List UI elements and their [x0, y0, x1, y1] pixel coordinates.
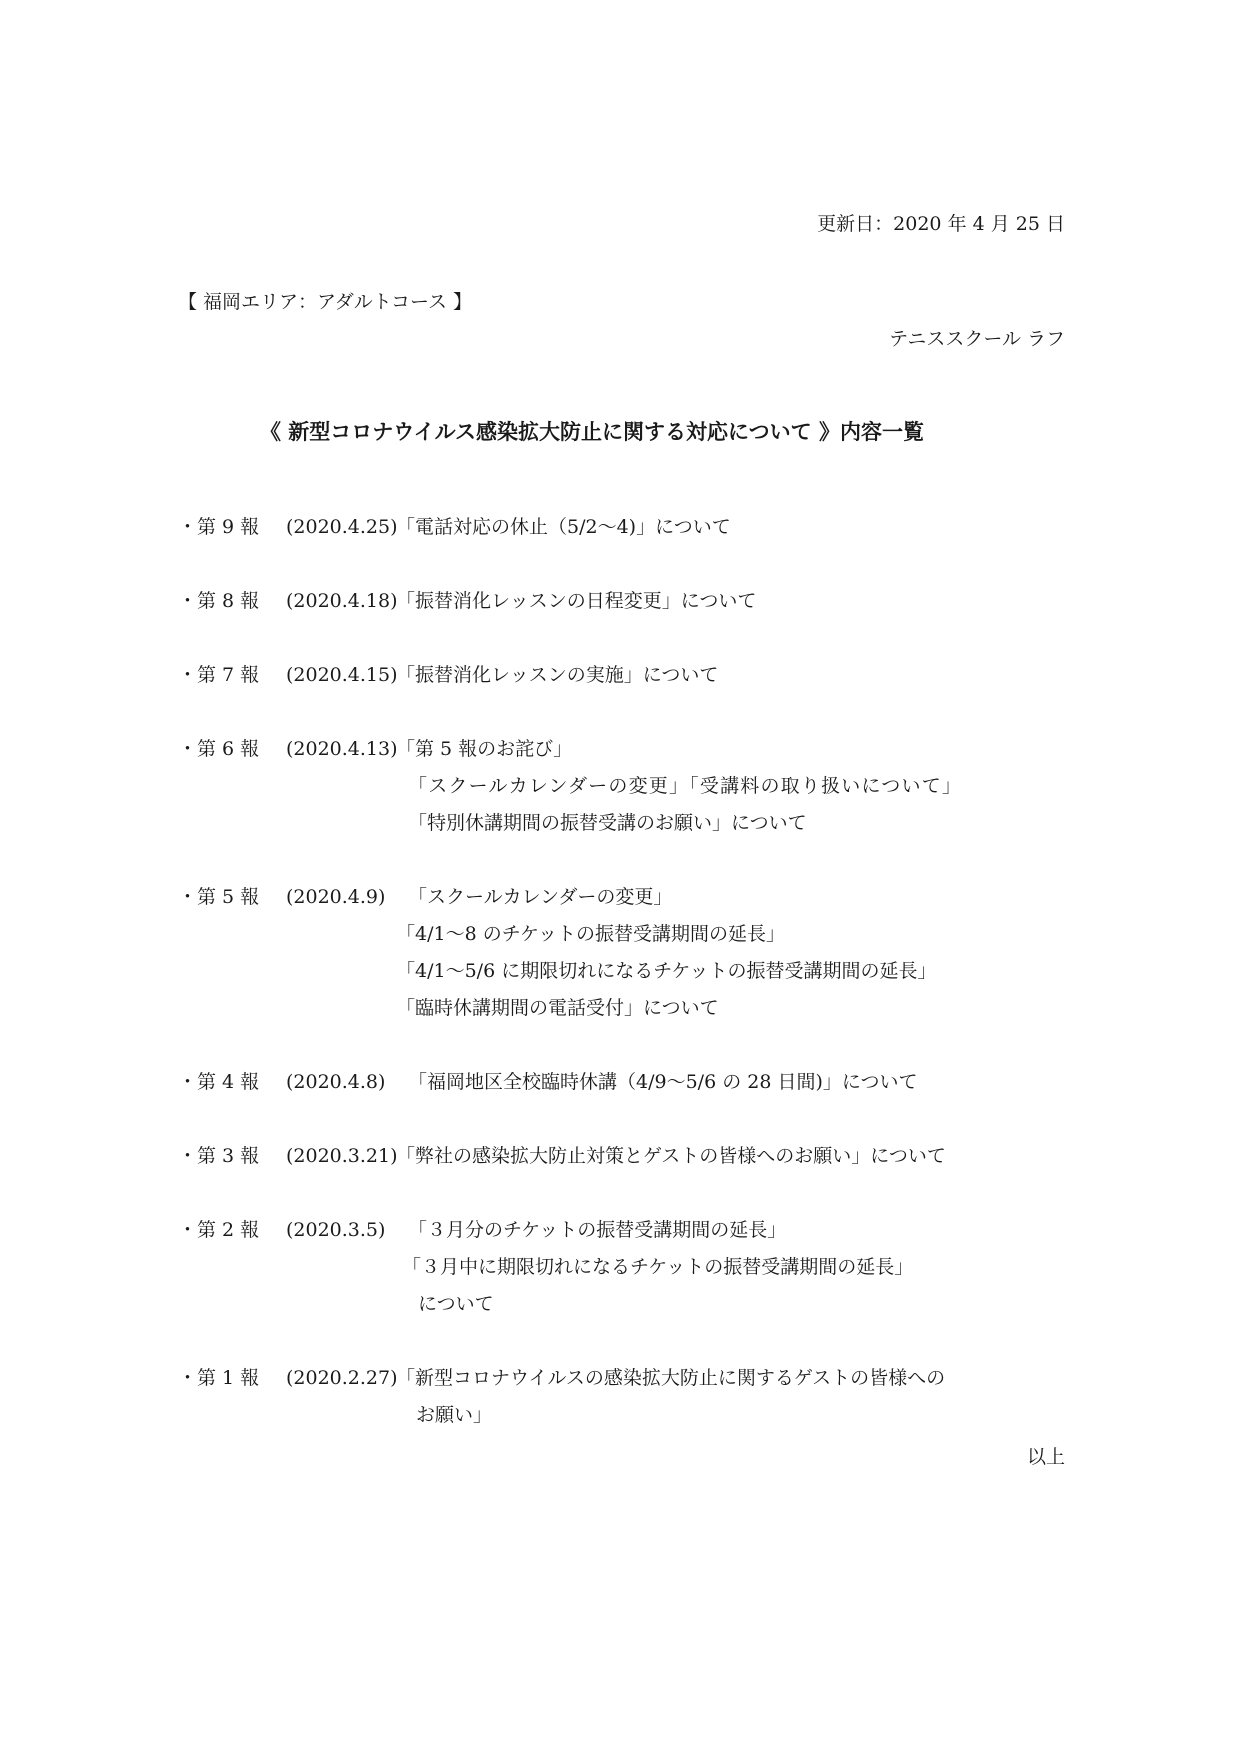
report-subject: 「スクールカレンダーの変更」「受講料の取り扱いについて」 — [408, 775, 963, 797]
report-subject: 「福岡地区全校臨時休講（4/9〜5/6 の 28 日間)」について — [408, 1071, 918, 1093]
report-subject: 「電話対応の休止（5/2〜4)」について — [396, 516, 731, 538]
issuer-name: テニススクール ラフ — [889, 328, 1065, 350]
report-date: (2020.4.25) — [286, 516, 398, 538]
report-subject: について — [418, 1293, 494, 1315]
report-number: ・第 5 報 — [178, 886, 260, 908]
report-date: (2020.3.21) — [286, 1145, 398, 1167]
report-subject: 「臨時休講期間の電話受付」について — [396, 997, 719, 1019]
report-subject: 「振替消化レッスンの実施」について — [396, 664, 719, 686]
report-date: (2020.4.9) — [286, 886, 386, 908]
report-date: (2020.4.18) — [286, 590, 398, 612]
report-subject: 「弊社の感染拡大防止対策とゲストの皆様へのお願い」について — [396, 1145, 946, 1167]
report-subject: 「4/1〜8 のチケットの振替受講期間の延長」 — [396, 923, 785, 945]
report-number: ・第 2 報 — [178, 1219, 260, 1241]
report-number: ・第 9 報 — [178, 516, 260, 538]
report-date: (2020.3.5) — [286, 1219, 386, 1241]
report-subject: 「4/1〜5/6 に期限切れになるチケットの振替受講期間の延長」 — [396, 960, 937, 982]
report-date: (2020.4.13) — [286, 738, 398, 760]
report-number: ・第 4 報 — [178, 1071, 260, 1093]
document-title: 《 新型コロナウイルス感染拡大防止に関する対応について 》内容一覧 — [260, 419, 924, 444]
report-subject: 「３月分のチケットの振替受講期間の延長」 — [408, 1219, 787, 1241]
report-subject: 「スクールカレンダーの変更」 — [408, 886, 673, 908]
report-number: ・第 1 報 — [178, 1367, 260, 1389]
report-subject: 「特別休講期間の振替受講のお願い」について — [408, 812, 807, 834]
area-heading: 【 福岡エリア：アダルトコース 】 — [178, 291, 473, 313]
report-number: ・第 3 報 — [178, 1145, 260, 1167]
report-subject: 「３月中に期限切れになるチケットの振替受講期間の延長」 — [402, 1256, 914, 1278]
report-subject: 「第 5 報のお詫び」 — [396, 738, 573, 760]
report-number: ・第 8 報 — [178, 590, 260, 612]
report-date: (2020.4.15) — [286, 664, 398, 686]
update-date: 更新日：2020 年 4 月 25 日 — [817, 213, 1065, 235]
closing-mark: 以上 — [1026, 1446, 1065, 1468]
report-number: ・第 7 報 — [178, 664, 260, 686]
report-number: ・第 6 報 — [178, 738, 260, 760]
report-date: (2020.4.8) — [286, 1071, 386, 1093]
report-subject: 「振替消化レッスンの日程変更」について — [396, 590, 757, 612]
report-date: (2020.2.27) — [286, 1367, 398, 1389]
report-subject: 「新型コロナウイルスの感染拡大防止に関するゲストの皆様への — [396, 1367, 946, 1389]
report-subject: お願い」 — [416, 1404, 493, 1426]
